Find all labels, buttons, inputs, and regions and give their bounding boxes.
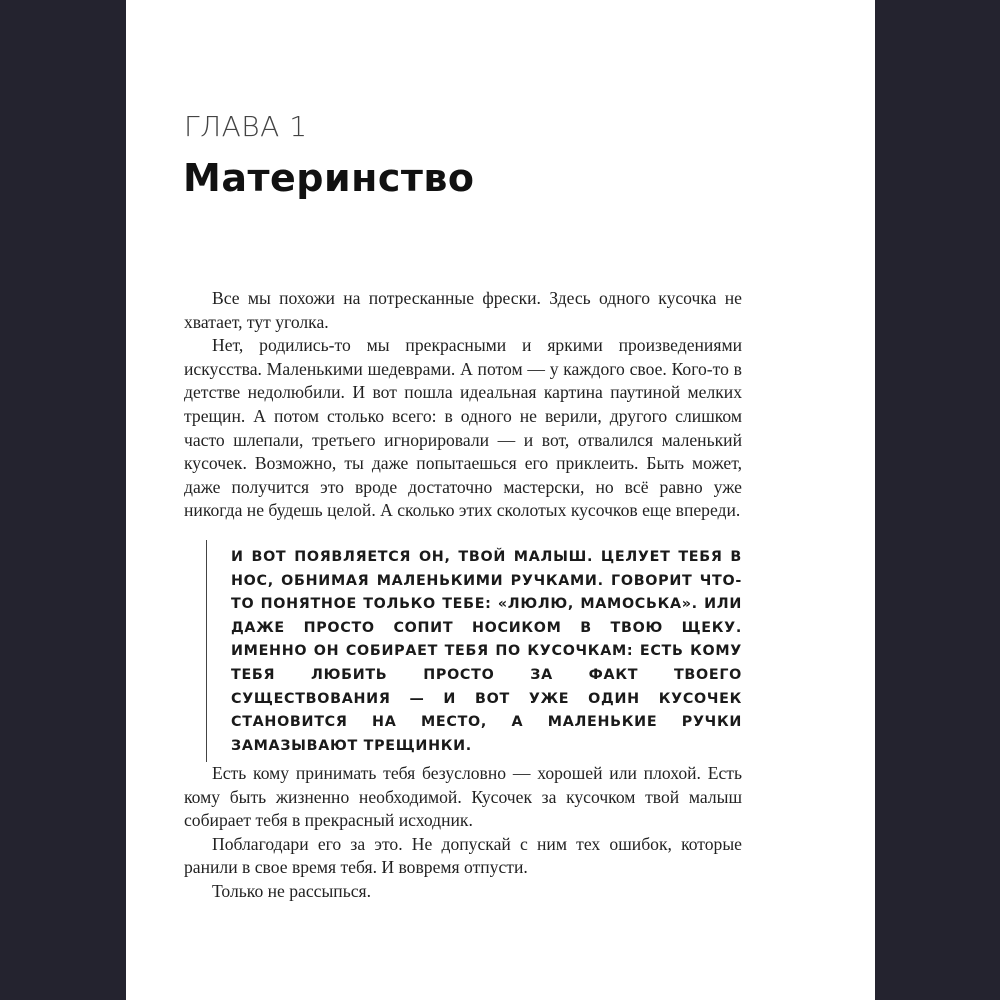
paragraph: Только не рассыпься. [212,880,372,901]
paragraph: Поблагодари его за это. Не допускай с ним тех ошибок, которые ранили в свое время тебя. И вовремя отпусти. [184,833,742,878]
pull-quote [206,540,742,762]
chapter-title: Материнство [183,156,475,200]
paragraph: Все мы похожи на потресканные фрески. Здесь одного кусочка не хватает, тут уголка. [184,288,742,332]
pull-quote-text: И ВОТ ПОЯВЛЯЕТСЯ ОН, ТВОЙ МАЛЫШ. ЦЕЛУЕТ ТЕБЯ В НОС, ОБНИМАЯ МАЛЕНЬКИМИ РУЧКАМИ. ГОВОРИТ ЧТО-ТО ПОНЯТНОЕ ТОЛЬКО ТЕБЕ: «ЛЮЛЮ, МАМОСЬКА». ИЛИ ДАЖЕ ПРОСТО СОПИТ НОСИКОМ В ТВОЮ ЩЕКУ. ИМЕННО ОН СОБИРАЕТ ТЕБЯ ПО КУСОЧКАМ: ЕСТЬ КОМУ ТЕБЯ ЛЮБИТЬ ПРОСТО ЗА ФАКТ ТВОЕГО СУЩЕСТВОВАНИЯ — И ВОТ УЖЕ ОДИН КУСОЧЕК СТАНОВИТСЯ НА МЕСТО, А МАЛЕНЬКИЕ РУЧКИ ЗАМАЗЫВАЮТ ТРЕЩИНКИ. [231,549,742,754]
paragraph: Есть кому принимать тебя безусловно — хорошей или плохой. Есть кому быть жизненно необходимой. Кусочек за кусочком твой малыш собирает тебя в прекрасный исходник. [184,763,742,831]
book-page [126,0,875,1000]
closing-paragraphs [184,762,742,904]
paragraph: Нет, родились-то мы прекрасными и яркими произведениями искусства. Маленькими шедеврами. А потом — у каждого свое. Кого-то в детстве недолюбили. И вот пошла идеальная картина паутиной мелких трещин. А потом столько всего: в одного не верили, другого слишком часто шлепали, третьего игнорировали — и вот, отвалился маленький кусочек. Возможно, ты даже попытаешься его приклеить. Быть может, даже получится это вроде достаточно мастерски, но всё равно уже никогда не будешь целой. А сколько этих сколотых кусочков еще впереди. [184,335,742,521]
intro-paragraphs [184,287,742,523]
chapter-label: ГЛАВА 1 [184,110,308,143]
